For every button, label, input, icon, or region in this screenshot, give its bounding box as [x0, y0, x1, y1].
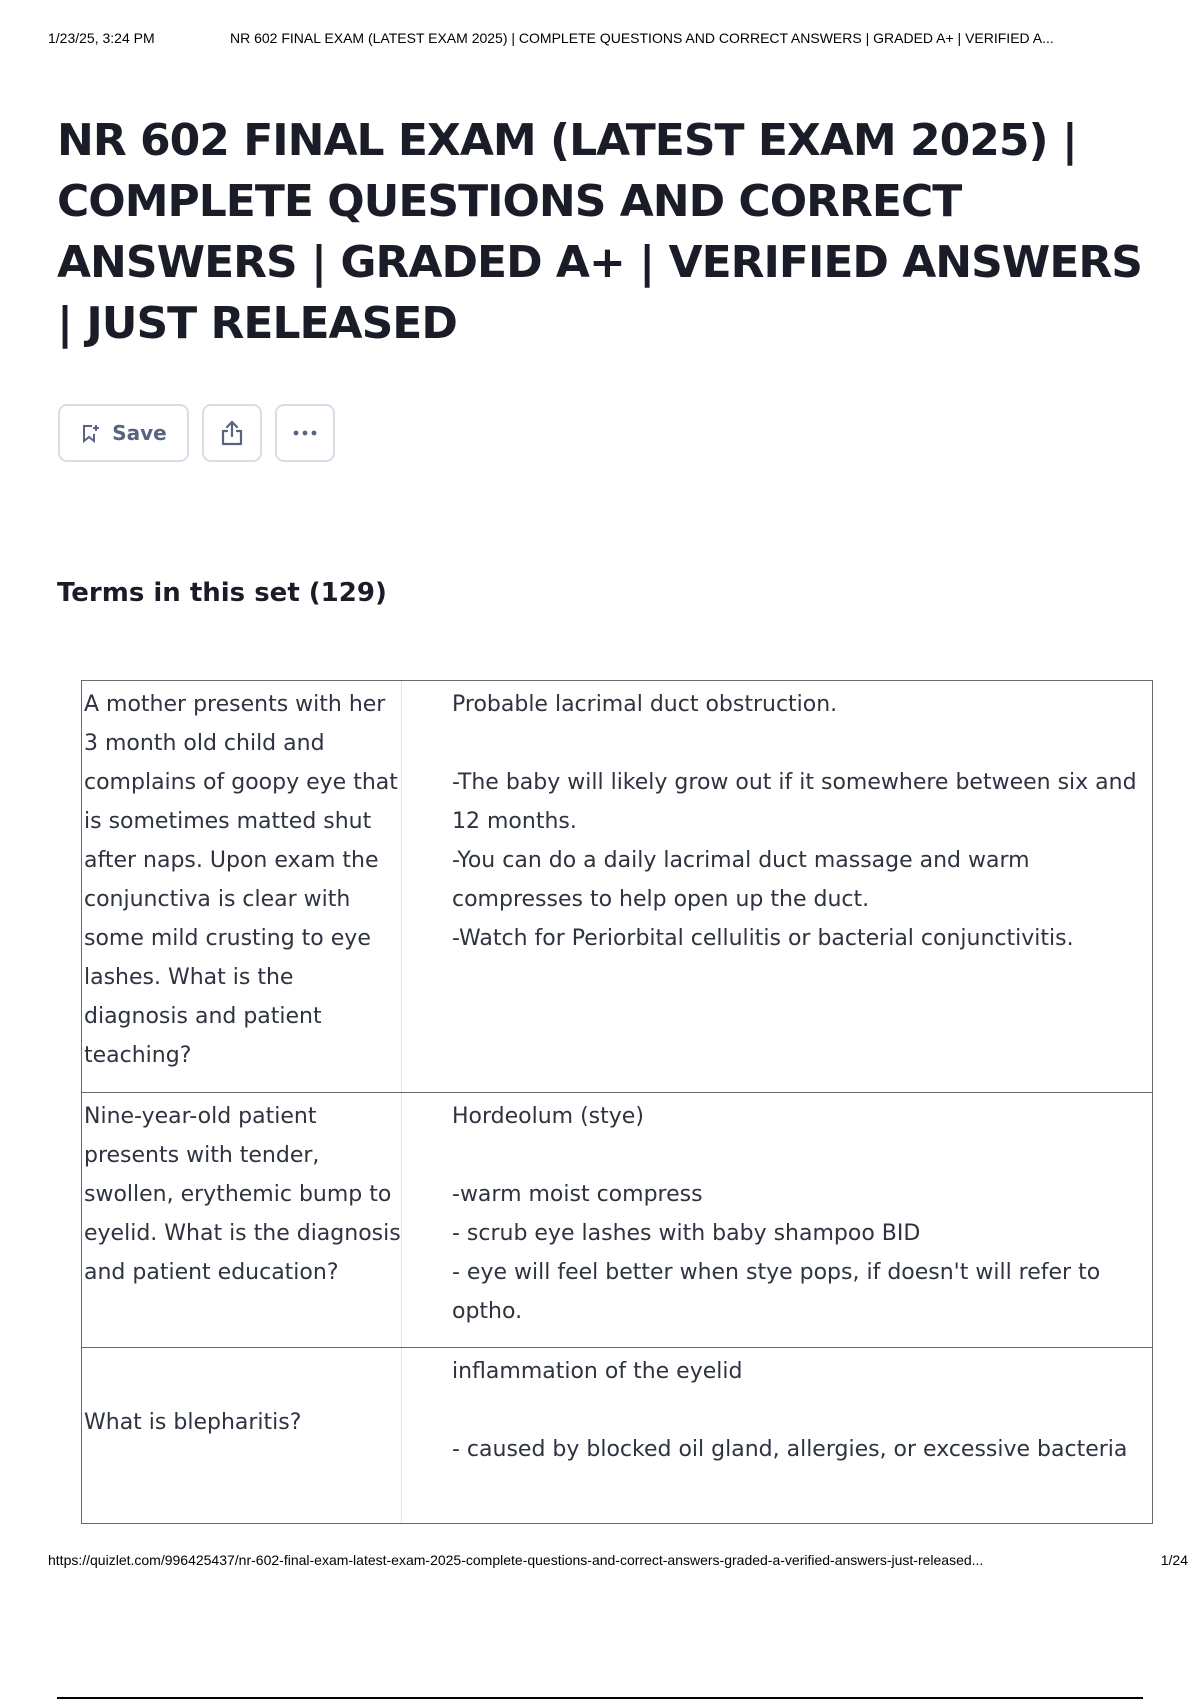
term-row — [82, 1093, 1152, 1348]
page-divider — [57, 1697, 1143, 1699]
definition-text: Probable lacrimal duct obstruction. -The baby will likely grow out if it somewhere between six and 12 months. -You can do a daily lacrimal duct massage and warm compresses to help open up the duct. -Watch for Periorbital cellulitis or bacterial conjunctivitis. — [452, 692, 1137, 951]
action-bar — [58, 404, 335, 462]
more-options-icon — [291, 429, 319, 437]
term-text: A mother presents with her 3 month old child and complains of goopy eye that is sometimes matted shut after naps. Upon exam the conjunctiva is clear with some mild crusting to eye lashes. What is the diagnosis and patient teaching? — [82, 681, 402, 1092]
save-button[interactable] — [58, 404, 189, 462]
more-options-button[interactable] — [275, 404, 335, 462]
page-indicator: 1/24 — [1160, 1552, 1188, 1568]
terms-heading: Terms in this set (129) — [57, 578, 387, 608]
term-text: Nine-year-old patient presents with tender, swollen, erythemic bump to eyelid. What is the diagnosis and patient education? — [82, 1093, 402, 1347]
print-header — [48, 30, 1178, 46]
print-date: 1/23/25, 3:24 PM — [48, 30, 155, 46]
print-footer — [48, 1552, 1188, 1568]
terms-table — [81, 680, 1153, 1524]
save-bookmark-icon — [80, 423, 100, 443]
share-button[interactable] — [202, 404, 262, 462]
term-row — [82, 1348, 1152, 1523]
share-icon — [218, 419, 246, 447]
term-text: What is blepharitis? — [82, 1348, 402, 1523]
print-url: https://quizlet.com/996425437/nr-602-final-exam-latest-exam-2025-complete-questions-and-correct-answers-graded-a-verified-answers-just-released... — [48, 1552, 984, 1568]
page-title: NR 602 FINAL EXAM (LATEST EXAM 2025) | COMPLETE QUESTIONS AND CORRECT ANSWERS | GRADED A+ | VERIFIED ANSWERS | JUST RELEASED — [57, 115, 1142, 349]
save-button-label: Save — [112, 421, 167, 445]
print-doc-title: NR 602 FINAL EXAM (LATEST EXAM 2025) | COMPLETE QUESTIONS AND CORRECT ANSWERS | GRADED A+ | VERIFIED A... — [230, 30, 1054, 46]
definition-text: Hordeolum (stye) -warm moist compress - scrub eye lashes with baby shampoo BID - eye will feel better when stye pops, if doesn't will refer to optho. — [452, 1104, 1101, 1324]
definition-text: inflammation of the eyelid - caused by blocked oil gland, allergies, or excessive bacteria — [452, 1359, 1128, 1462]
term-row — [82, 681, 1152, 1093]
